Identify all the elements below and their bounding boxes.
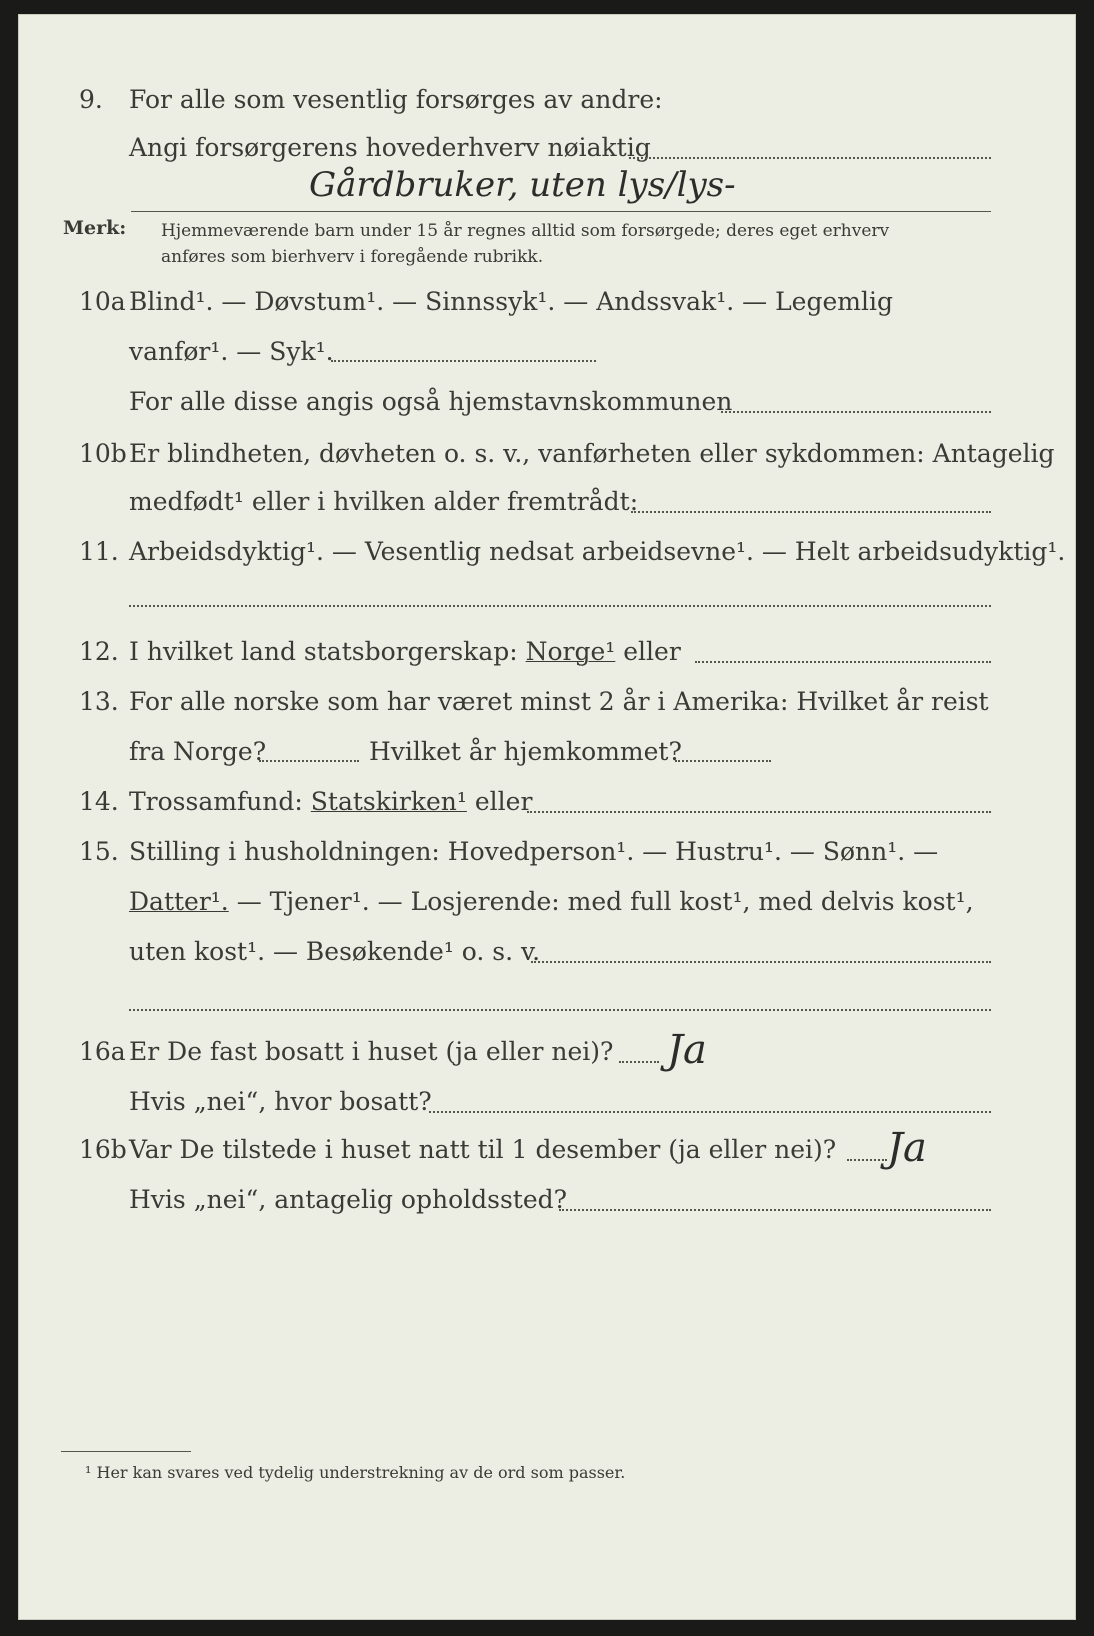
q15-answer-dots bbox=[129, 1009, 991, 1011]
q14-suffix: eller bbox=[474, 787, 533, 816]
q9-answer-line bbox=[131, 211, 991, 212]
q13-year-left-dots bbox=[259, 760, 359, 762]
merk-line1: Hjemmeværende barn under 15 år regnes alltid som forsørgede; deres eget erhverv bbox=[161, 221, 890, 241]
merk-label: Merk: bbox=[63, 217, 127, 239]
q16b-line2-dots bbox=[559, 1209, 991, 1211]
q16b-line1-dots bbox=[847, 1159, 887, 1161]
q10a-line2: vanfør¹. — Syk¹. bbox=[129, 337, 334, 366]
q9-handwritten-answer: Gårdbruker, uten lys/lys- bbox=[309, 165, 736, 205]
footnote-rule bbox=[61, 1451, 191, 1452]
q14-dots bbox=[527, 811, 991, 813]
q13-line2a: fra Norge? bbox=[129, 737, 267, 766]
q12-suffix: eller bbox=[623, 637, 681, 666]
q10a-line3: For alle disse angis også hjemstavnskommunen bbox=[129, 387, 733, 416]
q16b-answer: Ja bbox=[887, 1125, 927, 1171]
q16a-line1-dots bbox=[619, 1061, 659, 1063]
q10b-number: 10b bbox=[79, 439, 127, 468]
q10b-line2: medfødt¹ eller i hvilken alder fremtrådt: bbox=[129, 487, 639, 516]
q15-datter: Datter¹. bbox=[129, 887, 229, 916]
q15-line3-dots bbox=[531, 961, 991, 963]
q16b-number: 16b bbox=[79, 1135, 127, 1164]
q12-norge: Norge¹ bbox=[525, 637, 616, 666]
q16b-line2: Hvis „nei“, antagelig opholdssted? bbox=[129, 1185, 568, 1214]
q11-number: 11. bbox=[79, 537, 119, 566]
q9-line1: For alle som vesentlig forsørges av andre: bbox=[129, 85, 663, 114]
q9-number: 9. bbox=[79, 85, 103, 114]
q15-number: 15. bbox=[79, 837, 119, 866]
merk-line2: anføres som bierhverv i foregående rubrikk. bbox=[161, 247, 544, 267]
q13-line2b: Hvilket år hjemkommet? bbox=[369, 737, 682, 766]
q10b-line2-dots bbox=[631, 511, 991, 513]
q16a-line2: Hvis „nei“, hvor bosatt? bbox=[129, 1087, 432, 1116]
q10a-number: 10a bbox=[79, 287, 126, 316]
q12-dots bbox=[695, 661, 991, 663]
q16a-answer: Ja bbox=[667, 1027, 707, 1073]
q15-line2-rest: — Tjener¹. — Losjerende: med full kost¹, med delvis kost¹, bbox=[236, 887, 974, 916]
q10a-line2-dots bbox=[331, 360, 596, 362]
q14-statskirken: Statskirken¹ bbox=[310, 787, 467, 816]
q14-prefix: Trossamfund: bbox=[129, 787, 303, 816]
q10a-line1: Blind¹. — Døvstum¹. — Sinnssyk¹. — Andssvak¹. — Legemlig bbox=[129, 287, 893, 316]
q12-line bbox=[129, 637, 681, 666]
q16a-line1: Er De fast bosatt i huset (ja eller nei)? bbox=[129, 1037, 614, 1066]
q13-line1: For alle norske som har været minst 2 år i Amerika: Hvilket år reist bbox=[129, 687, 989, 716]
q9-line2-dots bbox=[629, 157, 991, 159]
q16b-line1: Var De tilstede i huset natt til 1 desember (ja eller nei)? bbox=[129, 1135, 837, 1164]
q13-number: 13. bbox=[79, 687, 119, 716]
q15-line1: Stilling i husholdningen: Hovedperson¹. — Hustru¹. — Sønn¹. — bbox=[129, 837, 939, 866]
q10b-line1: Er blindheten, døvheten o. s. v., vanførheten eller sykdommen: Antagelig bbox=[129, 439, 1055, 468]
q10a-line3-dots bbox=[721, 411, 991, 413]
q14-number: 14. bbox=[79, 787, 119, 816]
q14-line bbox=[129, 787, 532, 816]
q11-line1: Arbeidsdyktig¹. — Vesentlig nedsat arbeidsevne¹. — Helt arbeidsudyktig¹. bbox=[129, 537, 1066, 566]
q11-answer-dots bbox=[129, 605, 991, 607]
q13-year-right-dots bbox=[675, 760, 771, 762]
census-form-page bbox=[18, 14, 1076, 1620]
q16a-number: 16a bbox=[79, 1037, 126, 1066]
q16a-line2-dots bbox=[429, 1111, 991, 1113]
q12-number: 12. bbox=[79, 637, 119, 666]
q12-prefix: I hvilket land statsborgerskap: bbox=[129, 637, 518, 666]
q15-line2 bbox=[129, 887, 974, 916]
footnote: ¹ Her kan svares ved tydelig understrekning av de ord som passer. bbox=[85, 1463, 626, 1482]
q9-line2: Angi forsørgerens hovederhverv nøiaktig bbox=[129, 133, 651, 162]
q15-line3: uten kost¹. — Besøkende¹ o. s. v. bbox=[129, 937, 541, 966]
